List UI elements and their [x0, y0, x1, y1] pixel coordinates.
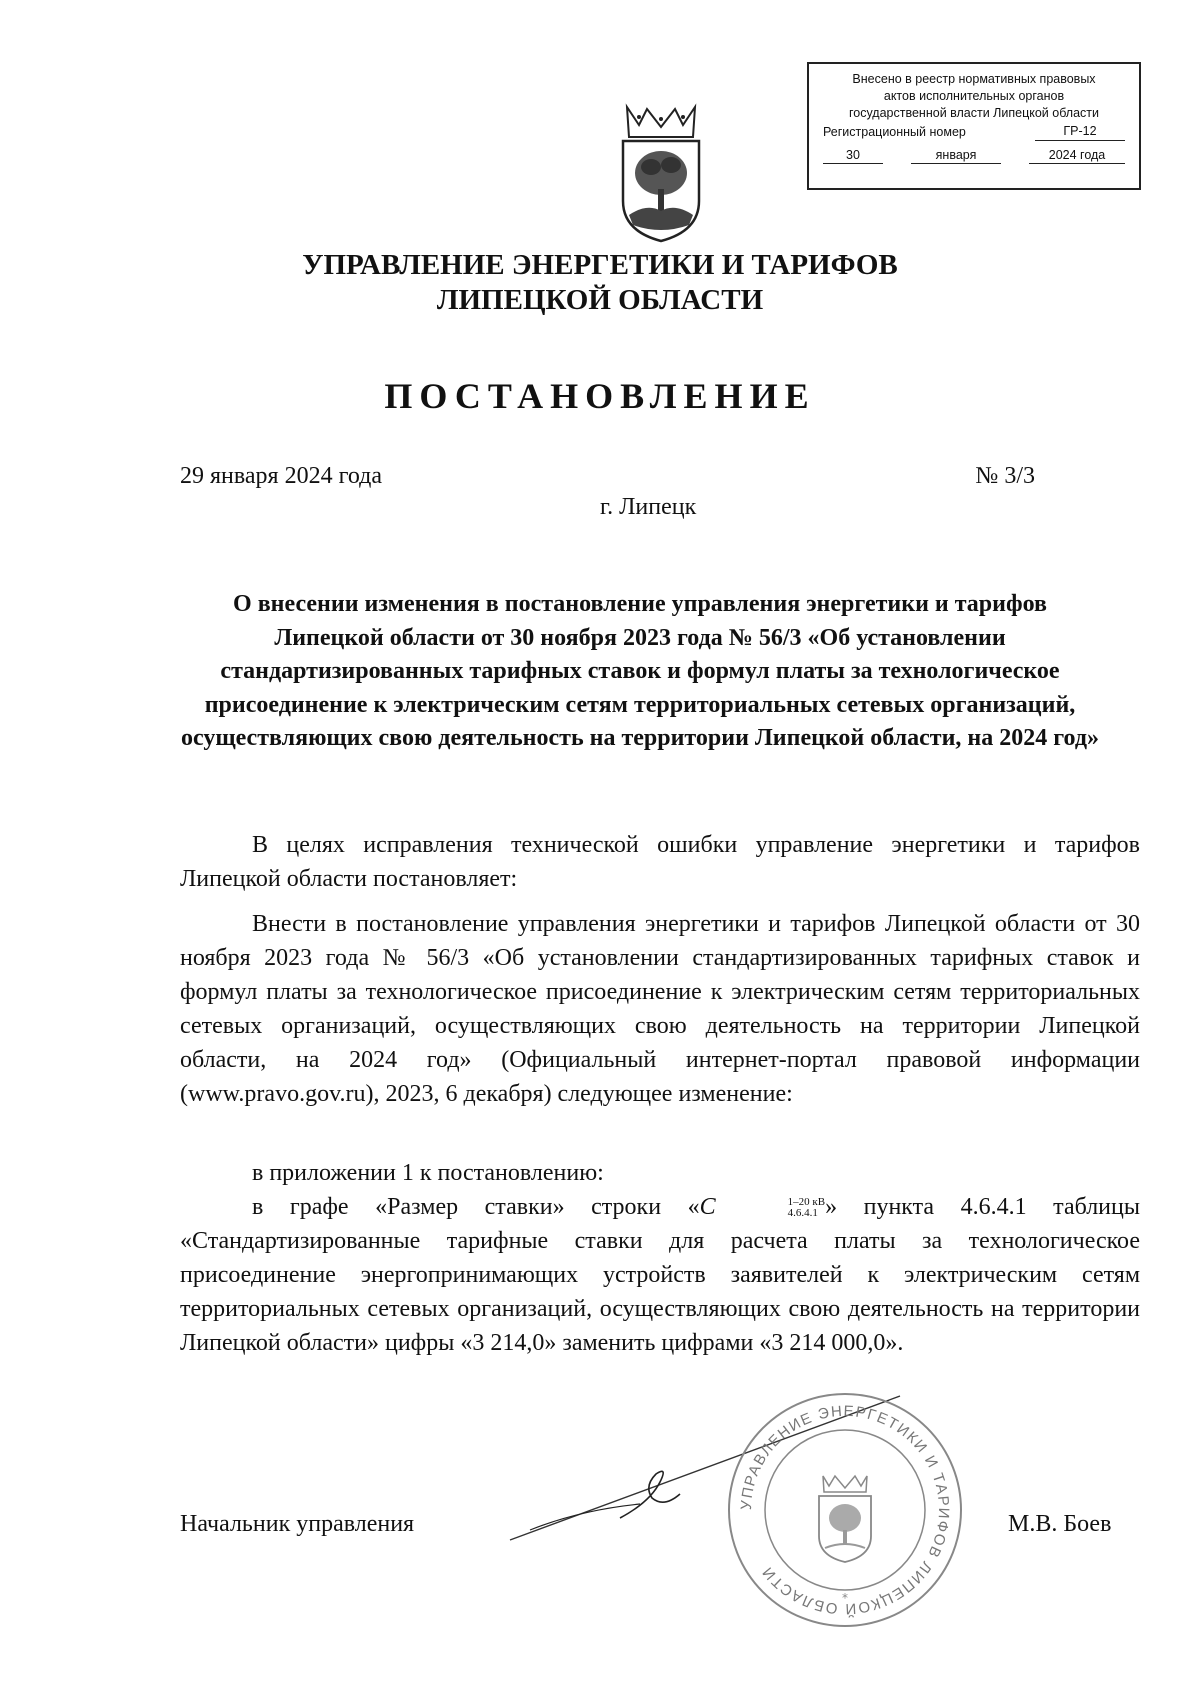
registration-month: января	[911, 148, 1001, 164]
body-paragraph-3: в приложении 1 к постановлению:	[252, 1160, 604, 1186]
document-title: О внесении изменения в постановление управления энергетики и тарифов Липецкой области от 30 ноября 2023 года № 56/3 «Об установлении стандартизированных тарифных ставок и формул платы за технологическое присоединение к электрическим сетям территориальных сетевых организаций, осуществляющих свою деятельность на территории Липецкой области, на 2024 год»	[181, 591, 1099, 752]
document-city: г. Липецк	[600, 494, 697, 520]
registration-year: 2024 года	[1029, 148, 1125, 164]
registration-number-row	[823, 124, 1125, 141]
signatory-position: Начальник управления	[180, 1511, 415, 1537]
registration-line-2: актов исполнительных органов	[883, 89, 1065, 103]
registration-stamp	[807, 62, 1141, 190]
paragraph-4-end: » пункта 4.6.4.1 таблицы «Стандартизированные тарифные ставки для расчета платы за технологическое присоединение энергопринимающих устройств заявителей к электрическим сетям территориальных сетевых организаций, осуществляющих свою деятельность на территории Липецкой области» цифры «3 214,0» заменить цифрами «3 214 000,0».	[180, 1194, 1140, 1356]
body-paragraph-1: В целях исправления технической ошибки управление энергетики и тарифов Липецкой области постановляет:	[180, 832, 1140, 892]
signatory-name: М.В. Боев	[1008, 1511, 1112, 1537]
registration-number-label: Регистрационный номер	[823, 125, 966, 139]
rate-subscript: 4.6.4.1	[787, 1207, 818, 1220]
rate-indices	[716, 1197, 825, 1219]
document-body-2	[180, 907, 1140, 1111]
coat-of-arms-icon	[617, 103, 705, 245]
document-type: ПОСТАНОВЛЕНИЕ	[384, 376, 816, 416]
paragraph-4-start: в графе «Размер ставки» строки «	[252, 1194, 700, 1220]
svg-text:*: *	[842, 1591, 848, 1605]
registration-number: ГР-12	[1035, 124, 1125, 141]
rate-superscript: 1–20 кВ	[787, 1196, 826, 1209]
registration-date-row	[823, 148, 1125, 164]
organization-name-line-2: ЛИПЕЦКОЙ ОБЛАСТИ	[436, 284, 764, 316]
document-date: 29 января 2024 года	[180, 463, 383, 489]
registration-line-3: государственной власти Липецкой области	[848, 106, 1100, 120]
svg-text:УПРАВЛЕНИЕ ЭНЕРГЕТИКИ И ТАРИФО: УПРАВЛЕНИЕ ЭНЕРГЕТИКИ И ТАРИФОВ ЛИПЕЦКОЙ ОБЛАСТИ	[737, 1402, 953, 1618]
body-paragraph-2: Внести в постановление управления энергетики и тарифов Липецкой области от 30 ноября 2023 года № 56/3 «Об установлении стандартизированных тарифных ставок и формул платы за технологическое присоединение к электрическим сетям территориальных сетевых организаций, осуществляющих свою деятельность на территории Липецкой области, на 2024 год» (Официальный интернет-портал правовой информации (www.pravo.gov.ru), 2023, 6 декабря) следующее изменение:	[180, 911, 1140, 1107]
rate-symbol: C	[699, 1194, 716, 1220]
registration-line-1: Внесено в реестр нормативных правовых	[852, 72, 1096, 86]
document-body	[180, 828, 1140, 896]
official-seal-icon	[725, 1390, 965, 1630]
body-paragraph-4	[180, 1190, 1140, 1360]
organization-name-line-1: УПРАВЛЕНИЕ ЭНЕРГЕТИКИ И ТАРИФОВ	[302, 249, 898, 281]
document-number: № 3/3	[975, 463, 1035, 489]
document-body-3	[180, 1156, 1140, 1360]
registration-day: 30	[823, 148, 883, 164]
